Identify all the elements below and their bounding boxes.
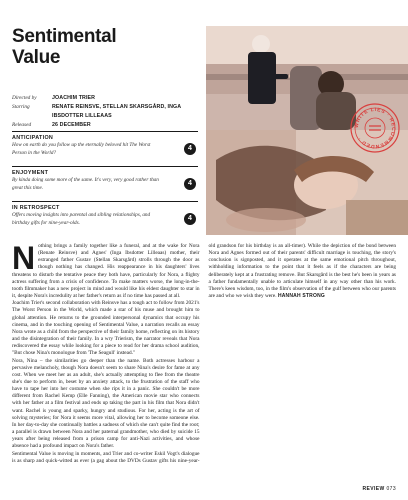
title-line-1: Sentimental (12, 26, 117, 47)
credit-names: JOACHIM TRIER (52, 95, 96, 101)
rating-score-badge: 4 (184, 178, 196, 190)
credit-names: RENATE REINSVE, STELLAN SKARSGÅRD, INGA IBSDOTTER LILLEAAS (52, 104, 181, 119)
credit-role: Released (12, 122, 32, 128)
rating-score-badge: 4 (184, 143, 196, 155)
drop-cap: N (12, 240, 36, 276)
svg-text:WHITE LIES · RECOMMENDED · (354, 107, 396, 149)
review-paragraph-text: Sentimental Value is moving in moments, and Trier and co-writer Eskil Vogt's dialogue is as sharp and quick-witted as ever (a gag about the DVDs Gustav gifts his nine-year-old grandson for his birthday is an all-timer). While the depiction of the bond between Nora and Agnes formed out of their parents' difficult marriage is touching, the story's conclusion is signposted, and it operates at the same emotional pitch throughout, withholding information to the point that it feels as if the characters are being deliberately kept at a frustrating remove. But Skarsgård is the best he's been in years as a father fundamentally unable to articulate himself in any way other than his work. There's keen wisdom, too, in the film's observation of the gulf between who our parents are and who we wish they were. (12, 243, 396, 464)
ratings-panel (12, 131, 198, 236)
review-paragraph: Nora, Nina – the similarities go deeper than the name. Both actresses harbour a pervasive melancholy, though Nora doesn't seem to share Nina's desire for fame at any cost. When we meet her as an adult, she's actually attempting to flee from the theatre she's due to perform in, beset by an anxiety attack, to the frustration of the staff who have to tape her into her costume when she rips it in a panic. She couldn't be more different from Rachel Kemp (Elle Fanning), the American movie star who connects with her father at a film festival and ends up taking the part in his film that Nora didn't want. Rachel is young and sparky, hungry and studious. For her, acting is the art of solving mysteries; for Nora it seems more vital, allowing her to become someone else. In her day-to-day she continually battles a sadness of which she can't quite find the root; a parallel is drawn between Nora and her paternal grandmother, who died by suicide 15 years after being released from a prison camp for anti-Nazi activities, and whose absence had a profound impact on Nora's father. (12, 357, 200, 450)
credit-role: Starring (12, 104, 30, 110)
review-paragraph (12, 240, 200, 300)
review-paragraph: Joachim Trier's second collaboration with Reinsve has a tough act to follow from 2021's The Worst Person in the World, which made a star of his muse and brought him to global attention. He returns to the grounded interpersonal dynamics that occupy his cinema, and in the touching opening of Sentimental Value, a narration recalls an essay Nora wrote as a child from the perspective of their family home, reflecting on its history and the disintegration of their family. In a wry Trierism, the narrator reveals that Nora rediscovered the essay while looking for a piece to read for her drama school audition, "But chose Nina's monologue from 'The Seagull' instead." (12, 300, 200, 357)
film-credits (12, 94, 194, 130)
rating-text: By kinda doing some more of the same. It's very, very good rather than great this time. (12, 177, 159, 191)
page-title (12, 26, 192, 68)
review-body (12, 240, 396, 471)
rating-enjoyment (12, 166, 198, 201)
rating-label: ENJOYMENT (12, 170, 49, 176)
footer-section: REVIEW (362, 486, 385, 492)
rating-score-badge: 4 (184, 213, 196, 225)
credit-names: 26 DECEMBER (52, 122, 91, 128)
rating-anticipation (12, 131, 198, 166)
rating-text: Offers moving insights into parental and sibling relationships, and birthday gifts for nine-year-olds. (12, 212, 151, 226)
stamp-text: WHITE LIES · RECOMMENDED · (353, 106, 397, 150)
rating-label: IN RETROSPECT (12, 205, 60, 211)
rating-in-retrospect (12, 201, 198, 236)
rating-label: ANTICIPATION (12, 135, 54, 141)
review-paragraph-text: othing brings a family together like a funeral, and at the wake for Nora (Renate Reinsve) and Agnes' (Inga Ibsdotter Lilleaas) mother, their estranged father Gustav (Stellan Skarsgård) strolls through the door as though nothing has changed. His reappearance in his daughters' lives threatens to disturb the tentative peace they both have, particularly for Nora, a flighty actress suffering from a crisis of confidence. To make matters worse, the long-in-the-tooth filmmaker has a new project in mind and would like his eldest daughter to star in it, despite Nora's incredulity at her father's return as if no time has passed at all. (12, 243, 200, 300)
credit-released (12, 121, 194, 130)
credit-director (12, 94, 194, 103)
recommended-stamp (349, 102, 401, 154)
credit-role: Directed by (12, 95, 37, 101)
review-author: HANNAH STRONG (277, 293, 325, 300)
page-footer (363, 486, 396, 492)
rating-text: How on earth do you follow up the eternally beloved hit The Worst Person in the World? (12, 142, 151, 156)
title-line-2: Value (12, 47, 61, 68)
footer-page-number: 073 (386, 486, 396, 492)
credit-starring (12, 103, 194, 121)
